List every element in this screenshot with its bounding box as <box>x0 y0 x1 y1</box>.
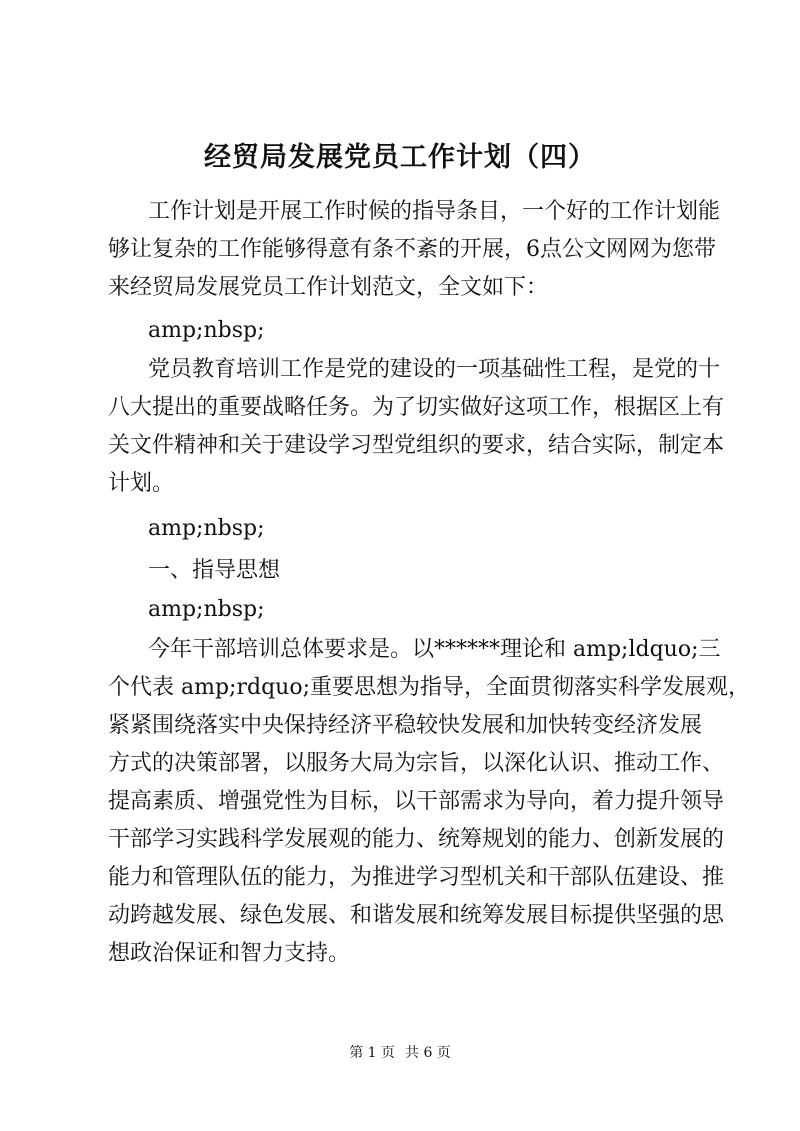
paragraph-line: 党员教育培训工作是党的建设的一项基础性工程，是党的十 <box>148 357 721 382</box>
paragraph-line: 够让复杂的工作能够得意有条不紊的开展，6点公文网网为您带 <box>108 237 716 262</box>
paragraph-line: 提高素质、增强党性为目标，以干部需求为导向，着力提升领导 <box>108 789 725 814</box>
paragraph-line: amp;nbsp; <box>148 597 265 622</box>
paragraph-line: amp;nbsp; <box>148 516 265 541</box>
section-heading: 一、指导思想 <box>148 558 281 583</box>
paragraph-line: 计划。 <box>108 471 175 496</box>
paragraph-line: 来经贸局发展党员工作计划范文，全文如下： <box>108 275 549 300</box>
document-title: 经贸局发展党员工作计划（四） <box>204 142 596 173</box>
paragraph-line: 动跨越发展、绿色发展、和谐发展和统筹发展目标提供坚强的思 <box>108 903 725 928</box>
paragraph-line: 今年干部培训总体要求是。以******理论和 amp;ldquo;三 <box>148 637 721 662</box>
paragraph-line: 干部学习实践科学发展观的能力、统筹规划的能力、创新发展的 <box>108 827 725 852</box>
page-total: 共 6 页 <box>405 1045 451 1061</box>
page-number: 第 1 页 <box>349 1045 395 1061</box>
paragraph-line: 想政治保证和智力支持。 <box>108 941 351 966</box>
paragraph-line: 关文件精神和关于建设学习型党组织的要求，结合实际，制定本 <box>108 433 725 458</box>
paragraph-line: 紧紧围绕落实中央保持经济平稳较快发展和加快转变经济发展 <box>108 713 703 738</box>
paragraph-line: amp;nbsp; <box>148 318 265 343</box>
page-footer <box>0 1043 800 1063</box>
paragraph-line: 工作计划是开展工作时候的指导条目，一个好的工作计划能 <box>148 199 721 224</box>
paragraph-line: 能力和管理队伍的能力，为推进学习型机关和干部队伍建设、推 <box>108 865 725 890</box>
paragraph-line: 个代表 amp;rdquo;重要思想为指导，全面贯彻落实科学发展观， <box>108 675 750 700</box>
paragraph-line: 方式的决策部署，以服务大局为宗旨，以深化认识、推动工作、 <box>108 751 725 776</box>
paragraph-line: 八大提出的重要战略任务。为了切实做好这项工作，根据区上有 <box>108 395 725 420</box>
